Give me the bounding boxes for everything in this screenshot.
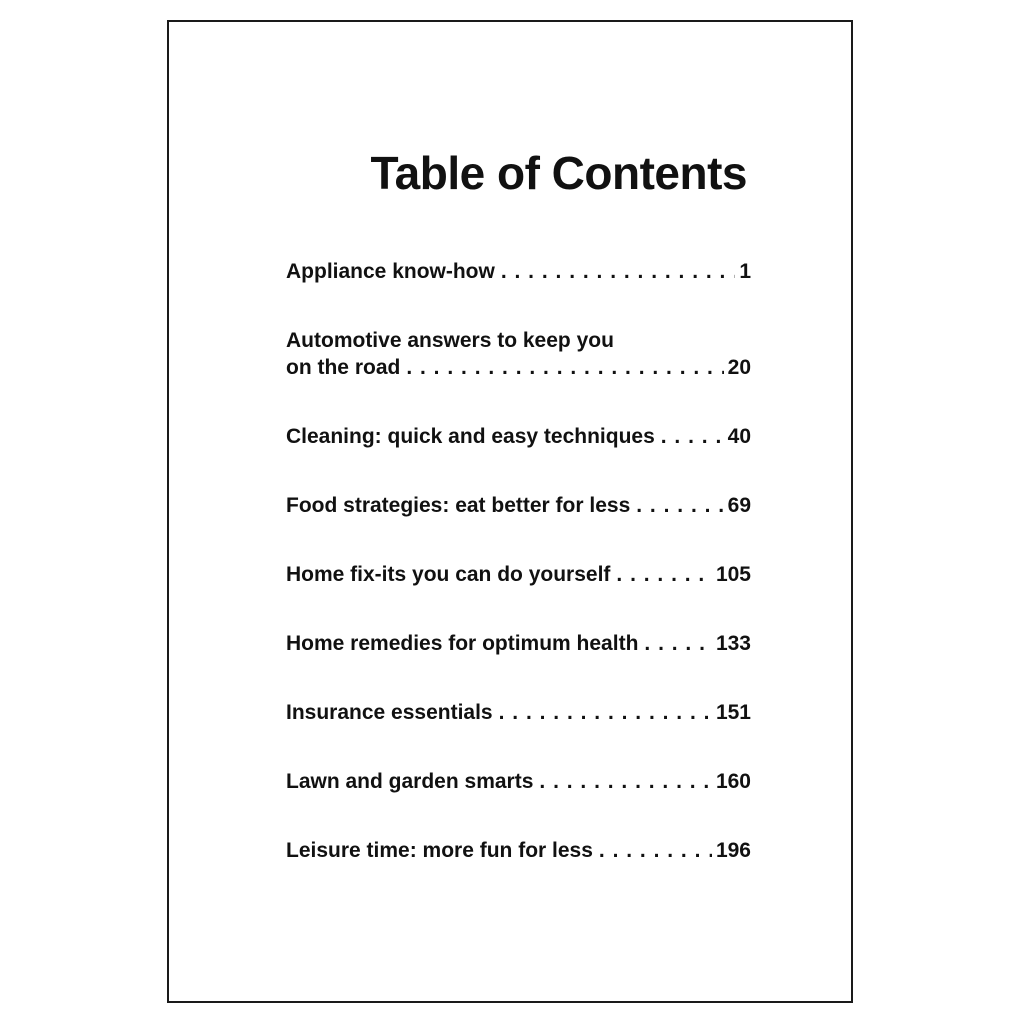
toc-entry-page: 105 xyxy=(715,563,751,586)
toc-entry-label-line1: Automotive answers to keep you xyxy=(286,329,614,352)
toc-entry-label: Lawn and garden smarts xyxy=(286,770,534,793)
toc-entry-appliance xyxy=(286,258,751,327)
toc-entry-insurance xyxy=(286,699,751,768)
dot-leader xyxy=(636,492,723,519)
toc-entry-page: 160 xyxy=(715,770,751,793)
toc-entry-page: 151 xyxy=(715,701,751,724)
toc-entry-food xyxy=(286,492,751,561)
toc-entry-leisure xyxy=(286,837,751,906)
dot-leader xyxy=(406,354,723,381)
dot-leader xyxy=(616,561,712,588)
toc-entry-home-remedies xyxy=(286,630,751,699)
page-title: Table of Contents xyxy=(370,147,747,199)
toc-entry-label: Cleaning: quick and easy techniques xyxy=(286,425,655,448)
toc-entry-label: Food strategies: eat better for less xyxy=(286,494,631,517)
toc-entry-label: Insurance essentials xyxy=(286,701,493,724)
dot-leader xyxy=(644,630,712,657)
toc-entry-page: 196 xyxy=(715,839,751,862)
toc-entry-page: 69 xyxy=(727,494,751,517)
book-page xyxy=(167,20,853,1003)
toc-entry-page: 133 xyxy=(715,632,751,655)
dot-leader xyxy=(661,423,724,450)
dot-leader xyxy=(599,837,712,864)
toc-entry-page: 20 xyxy=(727,356,751,379)
toc-entry-cleaning xyxy=(286,423,751,492)
toc-entry-home-fix-its xyxy=(286,561,751,630)
toc-entry-automotive xyxy=(286,327,751,423)
dot-leader xyxy=(499,699,712,726)
toc-entry-label: Appliance know-how xyxy=(286,260,495,283)
dot-leader xyxy=(501,258,735,285)
toc-list xyxy=(286,258,751,906)
toc-entry-label: Home remedies for optimum health xyxy=(286,632,639,655)
toc-entry-page: 1 xyxy=(739,260,751,283)
toc-entry-label-line2: on the road xyxy=(286,356,401,379)
toc-entry-page: 40 xyxy=(727,425,751,448)
toc-entry-label: Leisure time: more fun for less xyxy=(286,839,593,862)
dot-leader xyxy=(539,768,712,795)
toc-entry-label: Home fix-its you can do yourself xyxy=(286,563,611,586)
toc-entry-lawn-garden xyxy=(286,768,751,837)
